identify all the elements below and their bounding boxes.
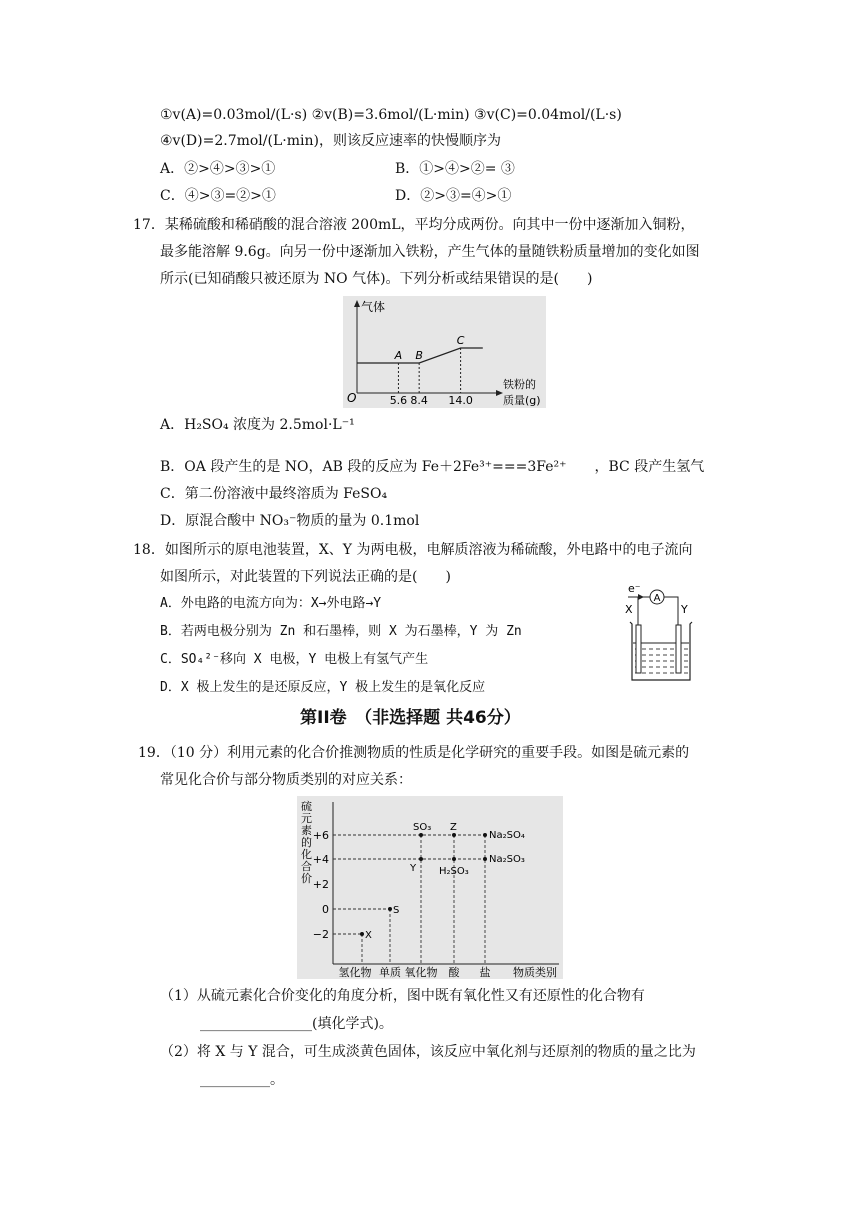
svg-text:硫: 硫 <box>301 800 312 813</box>
svg-text:+6: +6 <box>312 829 329 842</box>
x-axis-title: 物质类别 <box>513 966 557 979</box>
svg-text:氢化物: 氢化物 <box>338 966 372 979</box>
sulfur-chart-svg <box>297 796 563 979</box>
electrode-x-label: X <box>625 603 633 616</box>
electrode-y <box>676 625 681 673</box>
y-ticks <box>313 829 329 941</box>
q17-line2: 最多能溶解 9.6g。向另一份中逐渐加入铁粉，产生气体的量随铁粉质量增加的变化如图 <box>160 244 700 260</box>
q19-sub2-line2: __________。 <box>200 1072 284 1088</box>
point-z <box>452 833 456 837</box>
svg-text:元: 元 <box>301 812 312 825</box>
chart-x-arrow <box>496 390 503 396</box>
svg-text:S: S <box>393 905 400 916</box>
svg-text:Y: Y <box>410 863 417 874</box>
svg-text:盐: 盐 <box>479 966 491 979</box>
chart-point-label: A <box>394 349 403 362</box>
q17-option-d: D．原混合酸中 NO₃⁻物质的量为 0.1mol <box>160 513 420 529</box>
q17-option-c: C．第二份溶液中最终溶质为 FeSO₄ <box>160 486 388 502</box>
q17-gas-chart <box>343 296 546 408</box>
svg-text:价: 价 <box>301 872 312 885</box>
chart-x-label-1: 铁粉的 <box>503 378 536 391</box>
point-s <box>388 907 392 911</box>
y-axis-title <box>301 799 312 885</box>
point-so3 <box>419 833 423 837</box>
svg-text:Na₂SO₃: Na₂SO₃ <box>489 854 525 865</box>
electrode-x <box>636 625 641 673</box>
svg-text:氧化物: 氧化物 <box>404 966 438 979</box>
svg-text:酸: 酸 <box>448 966 460 979</box>
chart-tick-label: 8.4 <box>410 394 428 407</box>
data-points <box>360 833 487 936</box>
svg-text:合: 合 <box>301 860 312 873</box>
q19-line2: 常见化合价与部分物质类别的对应关系： <box>160 772 412 788</box>
ammeter-label: A <box>653 593 661 604</box>
svg-text:−2: −2 <box>312 928 329 941</box>
sulfur-valence-chart <box>297 796 563 979</box>
q17-chart-svg <box>343 296 546 408</box>
q17-option-a: A．H₂SO₄ 浓度为 2.5mol·L⁻¹ <box>160 417 355 433</box>
svg-text:H₂SO₃: H₂SO₃ <box>439 866 469 877</box>
chart-point-label: B <box>415 349 423 362</box>
svg-text:+2: +2 <box>312 878 329 891</box>
q16-option-d: D．②>③=④>① <box>395 188 512 204</box>
x-categories <box>339 965 491 979</box>
point-y <box>419 857 423 861</box>
galvanic-cell-figure <box>622 580 696 684</box>
section-ii-title: 第II卷 （非选择题 共46分） <box>300 708 521 728</box>
point-labels <box>365 822 525 941</box>
svg-text:0: 0 <box>322 903 329 916</box>
q16-option-c: C．④>③=②>① <box>160 188 276 204</box>
electron-label: e⁻ <box>628 582 641 595</box>
svg-text:Z: Z <box>450 822 457 833</box>
svg-text:单质: 单质 <box>379 966 401 979</box>
q16-option-b: B．①>④>②= ③ <box>395 161 515 177</box>
q19-sub1-line1: （1）从硫元素化合价变化的角度分析，图中既有氧化性又有还原性的化合物有 <box>160 988 645 1004</box>
q18-option-d: D．X 极上发生的是还原反应，Y 极上发生的是氧化反应 <box>160 680 486 695</box>
galvanic-cell-svg <box>622 580 696 684</box>
q18-option-a: A．外电路的电流方向为：X→外电路→Y <box>160 596 382 611</box>
q18-option-c: C．SO₄²⁻移向 X 电极，Y 电极上有氢气产生 <box>160 652 429 667</box>
chart-tick-label: 5.6 <box>389 394 408 407</box>
q18-line2: 如图所示，对此装置的下列说法正确的是( ) <box>160 569 451 585</box>
chart-tick-label: 14.0 <box>448 394 473 407</box>
point-na2so3 <box>483 857 487 861</box>
q16-option-a: A．②>④>③>① <box>160 161 276 177</box>
svg-text:的: 的 <box>301 836 312 849</box>
q17-option-b: B．OA 段产生的是 NO，AB 段的反应为 Fe＋2Fe³⁺===3Fe²⁺ ，BC 段产生氢气 <box>160 459 705 475</box>
point-h2so3 <box>452 857 456 861</box>
q17-line3: 所示(已知硝酸只被还原为 NO 气体)。下列分析或结果错误的是( ) <box>160 271 593 287</box>
svg-text:SO₃: SO₃ <box>413 822 432 833</box>
svg-text:+4: +4 <box>312 853 329 866</box>
chart-x-label-2: 质量(g) <box>503 394 541 407</box>
q16-line1: ①v(A)=0.03mol/(L·s) ②v(B)=3.6mol/(L·min) ③v(C)=0.04mol/(L·s) <box>160 107 622 123</box>
electrode-y-label: Y <box>681 603 688 616</box>
q16-line2: ④v(D)=2.7mol/(L·min)，则该反应速率的快慢顺序为 <box>160 133 501 149</box>
guide-lines <box>333 835 485 964</box>
svg-text:化: 化 <box>301 848 312 861</box>
svg-text:Na₂SO₄: Na₂SO₄ <box>489 830 525 841</box>
chart-y-label: 气体 <box>361 300 386 314</box>
q17-line1: 17．某稀硫酸和稀硝酸的混合溶液 200mL，平均分成两份。向其中一份中逐渐加入铜粉， <box>133 217 695 233</box>
q19-sub2-line1: （2）将 X 与 Y 混合，可生成淡黄色固体，该反应中氧化剂与还原剂的物质的量之比为 <box>160 1044 696 1060</box>
q18-option-b: B．若两电极分别为 Zn 和石墨棒，则 X 为石墨棒，Y 为 Zn <box>160 624 522 639</box>
q19-line1: 19．（10 分）利用元素的化合价推测物质的性质是化学研究的重要手段。如图是硫元素的 <box>138 745 690 761</box>
svg-text:X: X <box>365 930 372 941</box>
point-na2so4 <box>483 833 487 837</box>
chart-y-arrow <box>354 300 360 307</box>
svg-text:素: 素 <box>301 824 312 837</box>
chart-origin-label: O <box>347 391 357 405</box>
point-x <box>360 932 364 936</box>
chart-point-label: C <box>456 334 465 347</box>
q18-line1: 18．如图所示的原电池装置，X、Y 为两电极，电解质溶液为稀硫酸，外电路中的电子流向 <box>133 542 693 558</box>
q19-sub1-line2: ________________(填化学式)。 <box>200 1016 393 1032</box>
